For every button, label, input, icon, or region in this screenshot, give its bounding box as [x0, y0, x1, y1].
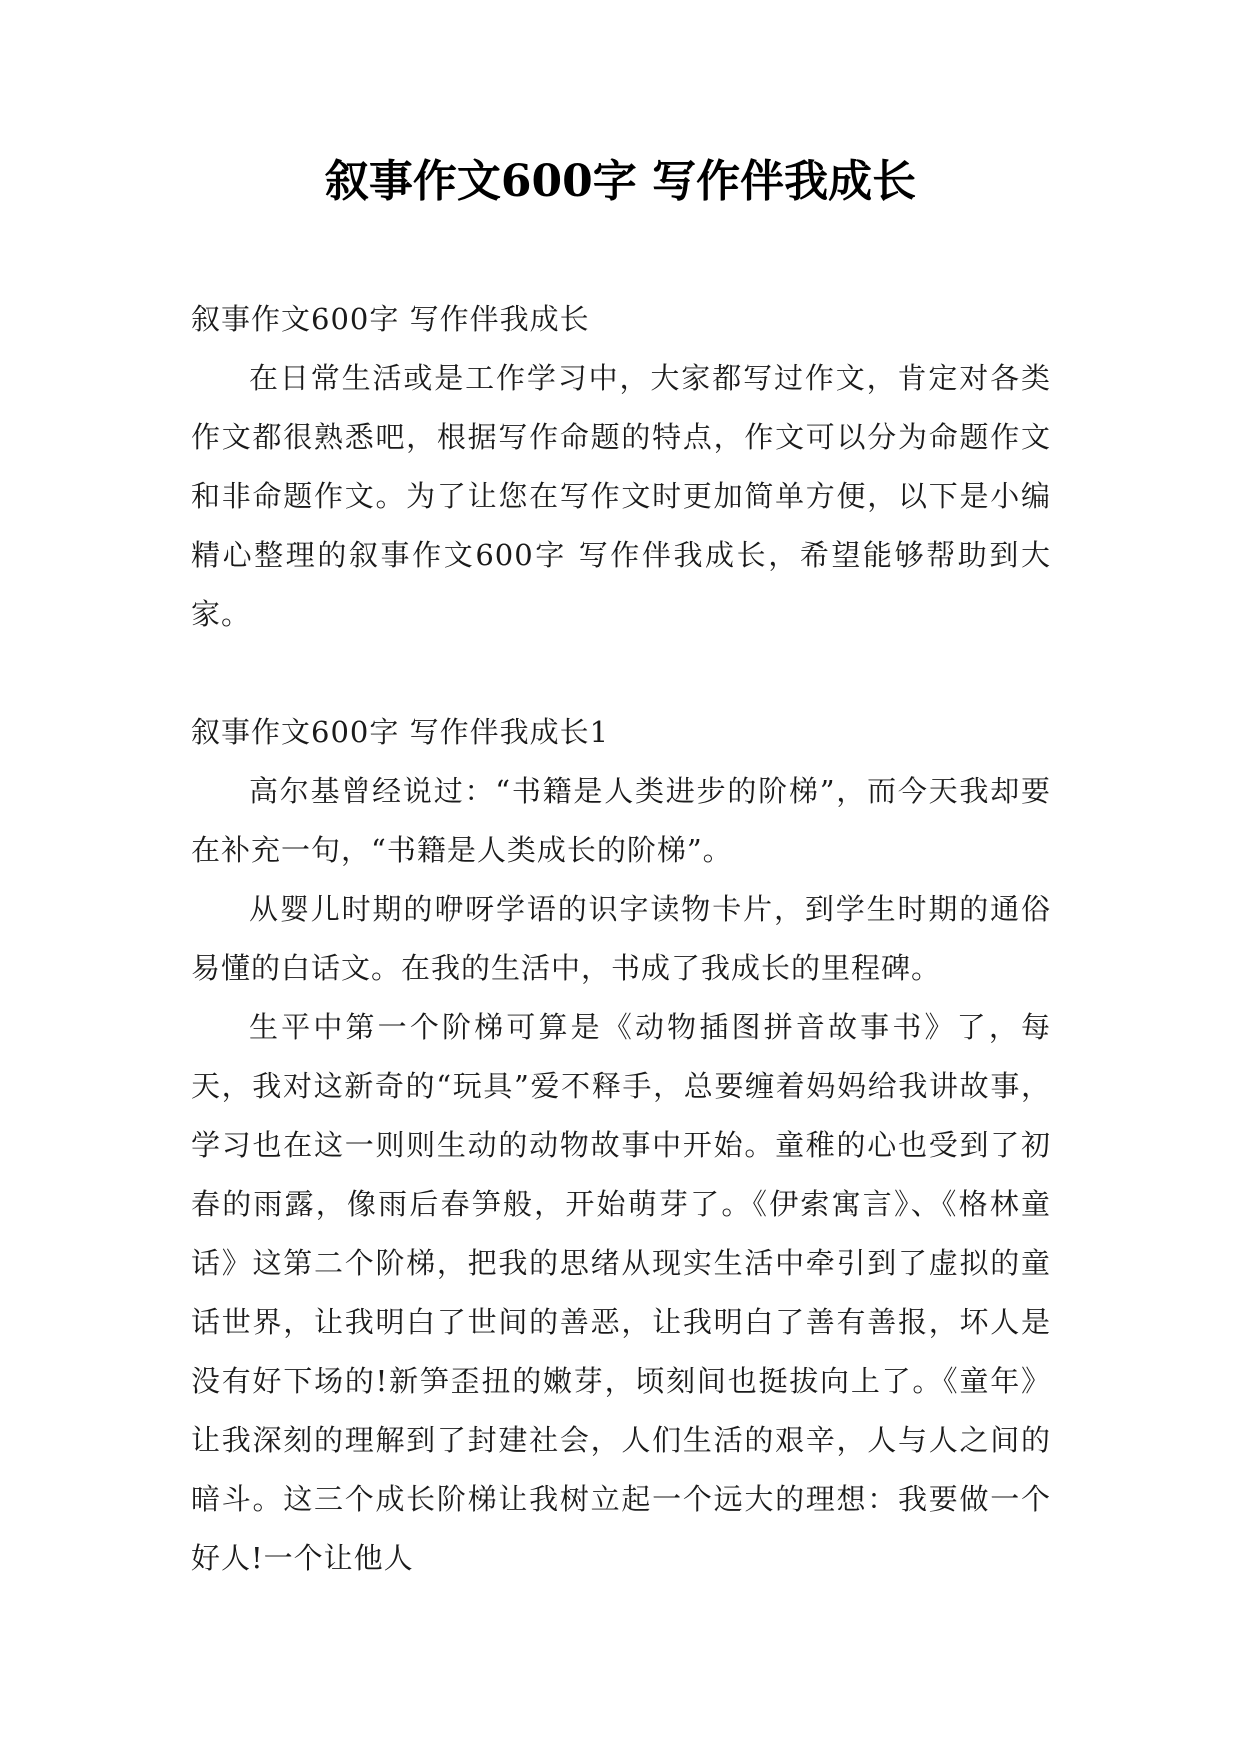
intro-paragraph: 在日常生活或是工作学习中，大家都写过作文，肯定对各类作文都很熟悉吧，根据写作命题的特点，作文可以分为命题作文和非命题作文。为了让您在写作文时更加简单方便，以下是小编精心整理的叙事作文600字 写作伴我成长，希望能够帮助到大家。: [191, 361, 1051, 631]
body-paragraph: 生平中第一个阶梯可算是《动物插图拼音故事书》了，每天，我对这新奇的“玩具”爱不释手，总要缠着妈妈给我讲故事，学习也在这一则则生动的动物故事中开始。童稚的心也受到了初春的雨露，像雨后春笋般，开始萌芽了。《伊索寓言》、《格林童话》这第二个阶梯，把我的思绪从现实生活中牵引到了虚拟的童话世界，让我明白了世间的善恶，让我明白了善有善报，坏人是没有好下场的!新笋歪扭的嫩芽，顷刻间也挺拔向上了。《童年》让我深刻的理解到了封建社会，人们生活的艰辛，人与人之间的暗斗。这三个成长阶梯让我树立起一个远大的理想：我要做一个好人!一个让他人: [191, 1010, 1051, 1575]
document-body: [191, 290, 1051, 1588]
document-title: 叙事作文600字 写作伴我成长: [324, 156, 917, 207]
section-spacer: [191, 644, 1051, 703]
body-paragraph: 高尔基曾经说过：“书籍是人类进步的阶梯”，而今天我却要在补充一句，“书籍是人类成长的阶梯”。: [191, 774, 1051, 867]
body-paragraph: 从婴儿时期的咿呀学语的识字读物卡片，到学生时期的通俗易懂的白话文。在我的生活中，书成了我成长的里程碑。: [191, 892, 1051, 985]
intro-heading: 叙事作文600字 写作伴我成长: [191, 302, 590, 336]
section-heading: 叙事作文600字 写作伴我成长1: [191, 715, 610, 749]
